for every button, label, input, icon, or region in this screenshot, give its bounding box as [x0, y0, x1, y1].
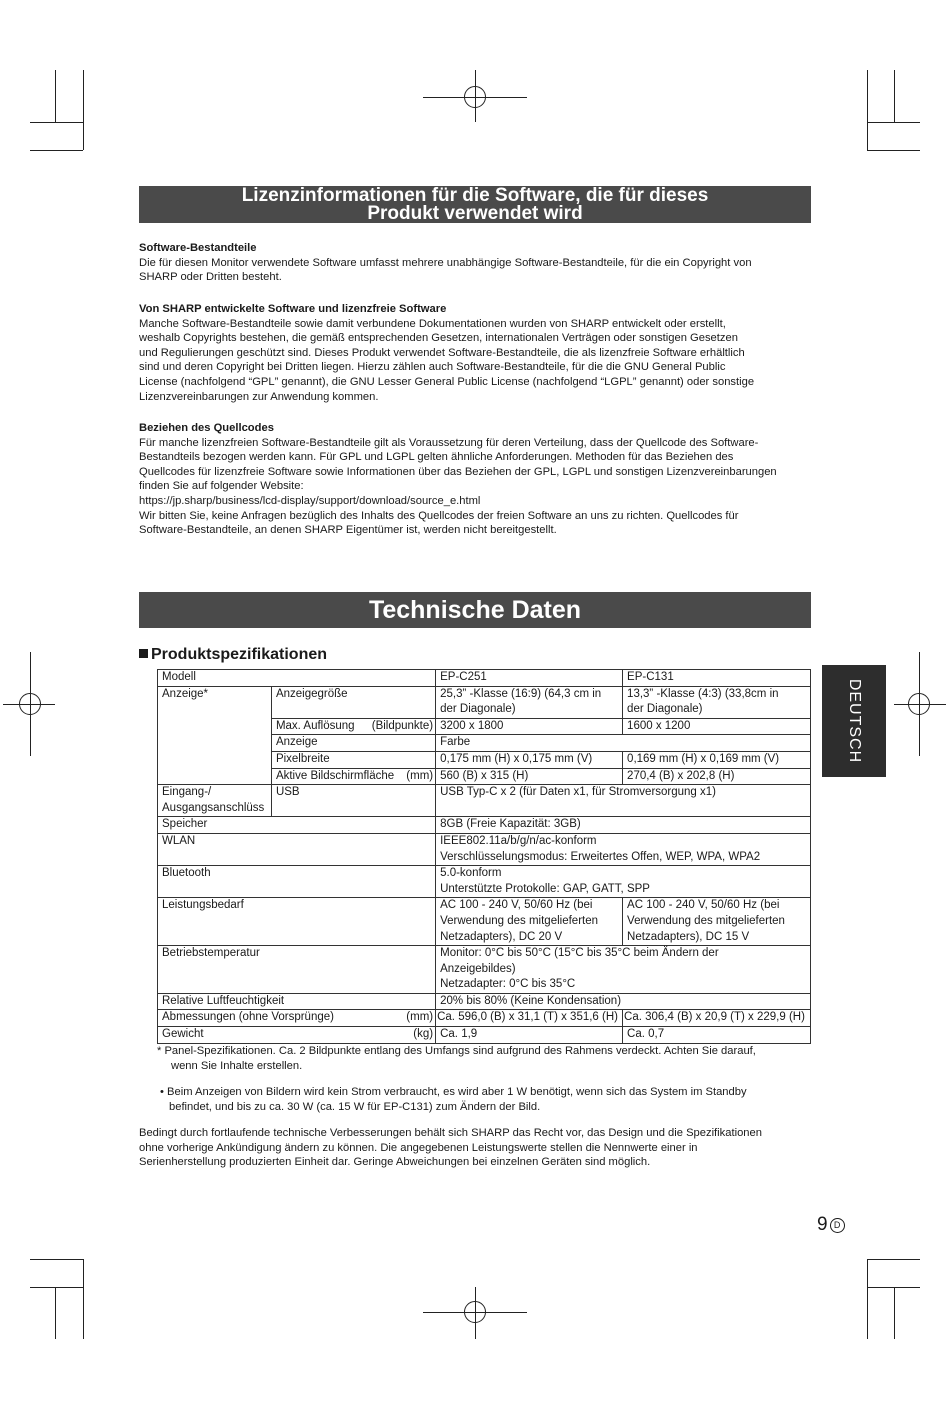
- table-row: Speicher 8GB (Freie Kapazität: 3GB): [158, 817, 811, 834]
- table-row: Bluetooth 5.0-konform Unterstützte Protokolle: GAP, GATT, SPP: [158, 866, 811, 898]
- spec-subheading: Produktspezifikationen: [139, 646, 327, 664]
- table-row: Relative Luftfeuchtigkeit 20% bis 80% (Keine Kondensation): [158, 993, 811, 1010]
- square-bullet-icon: [139, 649, 148, 658]
- standby-note: • Beim Anzeigen von Bildern wird kein Strom verbraucht, es wird aber 1 W benötigt, wenn sich das System im Standby befindet, und bis zu ca. 30 W (ca. 15 W für EP-C131) zum Ändern der Bild.: [160, 1086, 747, 1113]
- block-sharp-software: Von SHARP entwickelte Software und lizenzfreie Software Manche Software-Bestandteile sowie damit verbundene Dokumentationen wurden von SHARP entwickelt oder erstellt, weshalb Copyrights bestehen, die gemäß entsprechenden Gesetzen, internationalen Verträgen oder sonstigen Gesetzen und Regulierungen geschützt sind. Dieses Produkt verwendet Software-Bestandteile, die als lizenzfreie Software erhältlich sind und deren Copyright bei Dritten liegen. Hierzu zählen auch Software-Bestandteile, für die die GNU General Public License (nachfolgend “GPL” genannt), die GNU Lesser General Public License (nachfolgend “LGPL” genannt) oder sonstige Lizenzvereinbarungen zur Anwendung kommen.: [139, 302, 811, 404]
- license-section-title: Lizenzinformationen für die Software, die für dieses Produkt verwendet wird: [139, 186, 811, 223]
- table-row: Leistungsbedarf AC 100 - 240 V, 50/60 Hz (bei Verwendung des mitgelieferten Netzadapters), DC 20 V AC 100 - 240 V, 50/60 Hz (bei Verwendung des mitgelieferten Netzadapters), DC 15 V: [158, 898, 811, 946]
- source-code-url: https://jp.sharp/business/lcd-display/support/download/source_e.html: [139, 494, 481, 507]
- closing-note: Bedingt durch fortlaufende technische Verbesserungen behält sich SHARP das Recht vor, das Design und die Spezifikationen ohne vorherige Ankündigung ändern zu können. Die angegebenen Leistungswerte stellen die Nennwerte einer in Serienherstellung produzierten Einheit dar. Geringe Abweichungen bei einzelnen Geräten sind möglich.: [139, 1127, 762, 1169]
- table-row: Eingang-/ Ausgangsanschlüss USB USB Typ-C x 2 (für Daten x1, für Stromversorgung x1): [158, 785, 811, 817]
- panel-footnote: * Panel-Spezifikationen. Ca. 2 Bildpunkte entlang des Umfangs sind aufgrund des Rahmens verdeckt. Achten Sie darauf, wenn Sie Inhalte erstellen.: [157, 1045, 756, 1072]
- table-row: WLAN IEEE802.11a/b/g/n/ac-konform Verschlüsselungsmodus: Erweitertes Offen, WEP, WPA, WPA2: [158, 833, 811, 865]
- heading-sharp-software: Von SHARP entwickelte Software und lizenzfreie Software: [139, 303, 447, 315]
- table-row: Pixelbreite 0,175 mm (H) x 0,175 mm (V) 0,169 mm (H) x 0,169 mm (V): [158, 751, 811, 768]
- spec-table: [157, 669, 811, 1044]
- block-source-code: Beziehen des Quellcodes Für manche lizenzfreien Software-Bestandteile gilt als Voraussetzung für deren Verteilung, dass der Quellcode des Software- Bestandteils bezogen werden kann. Für GPL und LGPL gelten ähnliche Anforderungen. Methoden für das Beziehen des Quellcodes für lizenzfreie Software sowie Informationen über das Beziehen der GPL, LGPL und sonstigen Lizenzvereinbarungen finden Sie auf folgender Website: https://jp.sharp/business/lcd-display/support/download/source_e.html Wir bitten Sie, keine Anfragen bezüglich des Inhalts des Quellcodes der freien Software an uns zu richten. Quellcodes für Software-Bestandteile, an denen SHARP Eigentümer ist, werden nicht bereitgestellt.: [139, 421, 811, 538]
- block-software-components: Software-Bestandteile Die für diesen Monitor verwendete Software umfasst mehrere unabhängige Software-Bestandteile, für die ein Copyright von SHARP oder Dritten besteht.: [139, 241, 811, 285]
- heading-software-components: Software-Bestandteile: [139, 242, 257, 254]
- heading-source-code: Beziehen des Quellcodes: [139, 422, 274, 434]
- table-row: Aktive Bildschirmfläche (mm) 560 (B) x 315 (H) 270,4 (B) x 202,8 (H): [158, 768, 811, 785]
- tech-data-title: Technische Daten: [139, 592, 811, 628]
- table-row: Gewicht (kg) Ca. 1,9 Ca. 0,7: [158, 1027, 811, 1044]
- table-row: Modell EP-C251 EP-C131: [158, 670, 811, 687]
- table-row: Max. Auflösung (Bildpunkte) 3200 x 1800 1600 x 1200: [158, 718, 811, 735]
- page-marker: D: [830, 1218, 845, 1233]
- table-row: Anzeige Farbe: [158, 735, 811, 752]
- table-row: Abmessungen (ohne Vorsprünge) (mm) Ca. 596,0 (B) x 31,1 (T) x 351,6 (H) Ca. 306,4 (B) x 20,9 (T) x 229,9 (H): [158, 1010, 811, 1027]
- table-row: Anzeige* Anzeigegröße 25,3” -Klasse (16:9) (64,3 cm in der Diagonale) 13,3” -Klasse (4:3) (33,8cm in der Diagonale): [158, 686, 811, 718]
- page-number: 9 D: [817, 1214, 845, 1236]
- table-row: Betriebstemperatur Monitor: 0°C bis 50°C (15°C bis 35°C beim Ändern der Anzeigebildes) Netzadapter: 0°C bis 35°C: [158, 946, 811, 994]
- language-tab: DEUTSCH: [822, 665, 886, 777]
